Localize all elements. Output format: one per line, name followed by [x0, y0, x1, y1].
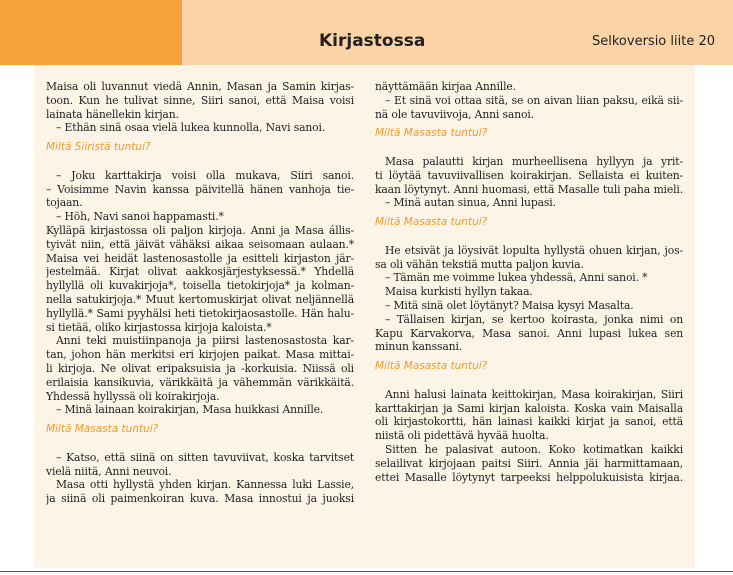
paragraph-spacer — [46, 155, 354, 169]
text-line: Anni teki muistiinpanoja ja piirsi lastenosastosta kar- — [56, 334, 354, 348]
text-line: Masa otti hyllystä yhden kirjan. Kannessa luki Lassie, — [56, 478, 354, 492]
text-line: selailivat kirjojaan paitsi Siiri. Annia jäi harmittamaan, — [375, 456, 683, 470]
text-line: ja siinä oli paimenkoiran kuva. Masa innostui ja juoksi — [46, 492, 354, 506]
text-line: Sitten he palasivat autoon. Koko kotimatkan kaikki — [385, 442, 683, 456]
left-column — [46, 80, 354, 506]
question-heading: Miltä Masasta tuntui? — [46, 423, 159, 436]
text-line: jestelmää. Kirjat olivat aakkosjärjestyksessä.* Yhdellä — [46, 265, 354, 279]
text-line: Anni halusi lainata keittokirjan, Masa koirakirjan, Siiri — [385, 387, 683, 401]
text-line: nella satukirjoja.* Muut kertomuskirjat olivat neljännellä — [46, 292, 354, 306]
text-line: oli kirjastokortti, hän lainasi kaikki kirjat ja sanoi, että — [375, 415, 683, 429]
text-line: – Tällaisen kirjan, se kertoo koirasta, jonka nimi on — [385, 312, 683, 326]
header-band — [182, 0, 733, 65]
text-line: kaan löytynyt. Anni huomasi, että Masalle tuli paha mieli. — [375, 182, 683, 196]
text-line: – Katso, että siinä on sitten tavuviivat, koska tarvitset — [56, 450, 354, 464]
text-line: karttakirjan ja Sami kirjan kaloista. Koska vain Maisalla — [375, 401, 683, 415]
question-heading: Miltä Masasta tuntui? — [375, 360, 488, 373]
text-line: – Ethän sinä osaa vielä lukea kunnolla, Navi sanoi. — [56, 121, 326, 135]
text-line: si tietää, oliko kirjastossa kirjoja kaloista.* — [46, 320, 272, 334]
text-line: Yhdessä hyllyssä oli koirakirjoja. — [46, 389, 220, 403]
text-line: Maisa oli luvannut viedä Annin, Masan ja Samin kirjas- — [46, 80, 354, 93]
text-line: tan, johon hän merkitsi eri kirjojen paikat. Masa mittai- — [46, 348, 354, 362]
paragraph-spacer — [375, 374, 683, 388]
text-line: – Mitä sinä olet löytänyt? Maisa kysyi Masalta. — [385, 298, 634, 312]
story-content — [34, 65, 695, 568]
question-heading: Miltä Masasta tuntui? — [375, 216, 488, 229]
page-title: Kirjastossa — [319, 31, 426, 51]
text-line: tyivät niin, että jäivät vähäksi aikaa seisomaan aulaan.* — [46, 237, 354, 251]
text-line: hyllyllä.* Sami pyyhälsi heti tietokirjaosastolle. Hän halu- — [46, 306, 354, 320]
text-line: nä ole tavuviivoja, Anni sanoi. — [375, 107, 534, 121]
text-line: sa oli vähän tekstiä mutta paljon kuvia. — [375, 257, 584, 271]
text-line: ti löytää tavuviivallisen koirakirjan. Sellaista ei kuiten- — [375, 168, 683, 182]
text-line: Kylläpä kirjastossa oli paljon kirjoja. Anni ja Masa állis- — [46, 223, 354, 237]
bottom-rule — [0, 571, 733, 572]
text-line: niistä oli pidettävä hyvää huolta. — [375, 429, 549, 443]
text-line: – Minä lainaan koirakirjan, Masa huikkasi Annille. — [56, 403, 324, 417]
paragraph-spacer — [46, 437, 354, 451]
question-heading: Miltä Masasta tuntui? — [375, 127, 488, 140]
paragraph-spacer — [375, 141, 683, 155]
right-column — [375, 80, 683, 484]
text-line: – Tämän me voimme lukea yhdessä, Anni sanoi. * — [385, 271, 648, 285]
text-line: Kapu Karvakorva, Masa sanoi. Anni lupasi lukea sen — [375, 326, 683, 340]
text-line: vielä niitä, Anni neuvoi. — [46, 464, 172, 478]
text-line: näyttämään kirjaa Annille. — [375, 80, 516, 93]
text-line: Maisa kurkisti hyllyn takaa. — [385, 285, 533, 299]
text-line: He etsivät ja löysivät lopulta hyllystä ohuen kirjan, jos- — [385, 243, 683, 257]
text-line: – Höh, Navi sanoi happamasti.* — [56, 210, 224, 224]
page-subtitle: Selkoversio liite 20 — [592, 34, 715, 49]
text-line: – Voisimme Navin kanssa päivitellä hänen vanhoja tie- — [46, 182, 354, 196]
text-line: li kirjoja. Ne olivat eripaksuisia ja -korkuisia. Niissä oli — [46, 361, 354, 375]
paragraph-spacer — [375, 230, 683, 244]
text-line: – Et sinä voi ottaa sitä, se on aivan liian paksu, eikä sii- — [385, 93, 683, 107]
text-line: hyllyllä oli kuvakirjoja*, toisella tietokirjoja* ja kolman- — [46, 279, 354, 293]
text-line: Masa palautti kirjan murheellisena hyllyyn ja yrit- — [385, 154, 683, 168]
text-line: erilaisia kansikuvia, värikkäitä ja vähemmän värikkäitä. — [46, 375, 354, 389]
text-line: toon. Kun he tulivat sinne, Siiri sanoi, että Maisa voisi — [46, 93, 354, 107]
header-accent-block — [0, 0, 182, 65]
text-line: lainata hänellekin kirjan. — [46, 107, 179, 121]
text-line: – Minä autan sinua, Anni lupasi. — [385, 196, 556, 210]
text-line: minun kanssani. — [375, 340, 463, 354]
text-line: ettei Masalle löytynyt tarpeeksi helppolukuisista kirjaa. — [375, 470, 683, 484]
question-heading: Miltä Siiristä tuntui? — [46, 141, 151, 154]
text-line: – Joku karttakirja voisi olla mukava, Siiri sanoi. — [56, 168, 354, 182]
text-line: tojaan. — [46, 196, 83, 210]
text-line: Maisa vei heidät lastenosastolle ja esitteli kirjaston jär- — [46, 251, 354, 265]
